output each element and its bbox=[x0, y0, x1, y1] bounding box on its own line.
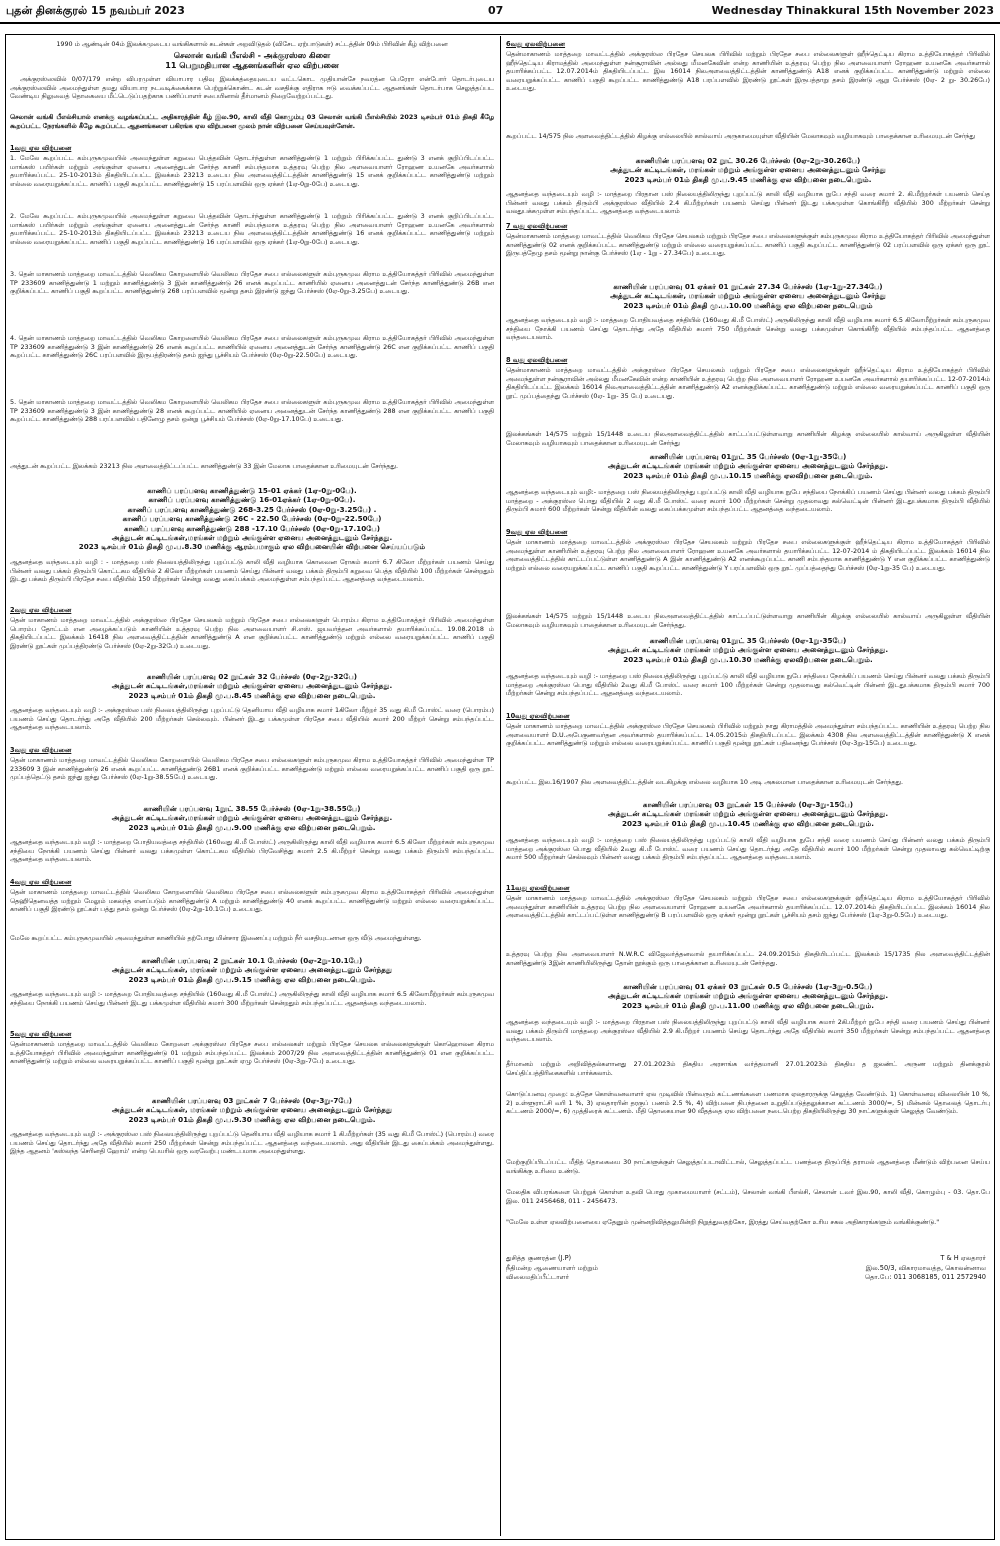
auction-6-description: தென்மாகாணம் மாத்தறை மாவட்டத்தில் அக்குரஸ்ஸ பிரதேச செயலக பிரிவில் மற்றும் பிரதேச சபை எல்லைகளுள் ஹீந்தெட்டிய கிராம உத்தியோகத்தர் பிரிவில் ஹீந்தெட்டிய கிராமத்தில் அமைந்துள்ள நன்சூராவின் அல்லது மீமனகேவின் என்ற காணியின் உத்தரவு பெற்ற நில அளவையாளர் ரோஹண உயனகே அவர்களால் தயாரிக்கப்பட்ட 12.07.2014ம் திகதியிடப்பட்ட இல 16014 நிலஅளவைத்திட்டத்தின் காணித்துண்டு A18 எனக் குறிக்கப்பட்ட காணித்துண்டு மற்றும் எல்லை வரையறுக்கப்பட்ட காணிப் பகுதி கூறப்பட்ட காணித்துண்டு A18 பரப்பளவில் இரண்டு றூட்கள் இருபத்தாறு தசம் இரண்டு ஆறு பேர்ச்சஸ் (0ஏ- 2 று- 30.26பே) உடையது. bbox=[506, 50, 990, 93]
signature-line: நீதிமன்ற ஆணையாளர் மற்றும் bbox=[506, 1263, 599, 1272]
extent-line: காணியின் பரப்பளவு 2 றூட்கள் 10.1 பேர்ச்சஸ் (0ஏ-2று-10.1பே) bbox=[141, 956, 363, 965]
extent-line: காணிப் பரப்பளவு காணித்துண்டு 15-01 ஏக்கர் (1ஏ-0று-0பே). bbox=[147, 486, 357, 495]
extent-line: அத்துடன் கட்டிடங்கள் மரங்கள் மற்றும் அங்குள்ள ஏனைய அனைத்துடனும் சேர்ந்தது. bbox=[607, 645, 889, 655]
extent-line: அத்துடன் கட்டிடங்கள் மரங்கள் மற்றும் அங்குள்ள ஏனைய அனைத்துடனும் சேர்ந்தது. bbox=[607, 461, 889, 471]
authority-paragraph: செலான் வங்கி பீஎல்சியால் எனக்கு வழங்கப்பட்ட அதிகாரத்தின் கீழ் இல.90, காலி வீதி கொழும்பு 03 செலான் வங்கி பீஎல்சியில் 2023 டிசம்பர் 01ம் திகதி கீழே கூறப்பட்ட நேரங்களில் கீழே கூறப்பட்ட ஆதனங்களை பகிரங்க ஏல விற்பனை மூலம் நான் விற்பனை செய்யவுள்ளேன். bbox=[10, 113, 494, 130]
auction-10-right-of-way: கூறப்பட்ட இல.16/1907 நில அளவைத்திட்டத்தின் வடகிழக்கு எல்லை வழியாக 10 அடி அகலமான பாதைக்கான உரிமையுடன் சேர்ந்தது. bbox=[506, 778, 904, 786]
auction-2-description: தென் மாகாணம் மாத்தறை மாவட்டத்தில் அக்குரஸ்ஸ பிரதேச செயலகம் மற்றும் பிரதேச சபை எல்லைகளுள் பொரம்ப கிராம உத்தியோகத்தர் பிரிவில் அமைந்துள்ள பொரம்ப தோட்டம் என அழைக்கப்படும் காணியின் உத்தரவு பெற்ற நில அளவையாளர் சி.எஸ். ஜயவர்த்தன அவர்களால் தயாரிக்கப்பட்ட 19.08.2018 ம் திகதியிடப்பட்ட இலக்கம் 16418 நில அளவைத்திட்டத்தின் காணித்துண்டு A என குறிக்கப்பட்ட காணித்துண்டு மற்றும் எல்லை வரையறுக்கப்பட்ட காணிப் பகுதி இரண்டு றூட்கள் முப்பத்திரண்டு பேர்ச்சஸ் (0ஏ-2று-32பே) உடையது. bbox=[10, 616, 494, 650]
access-route-9: ஆதனத்தை வந்தடையும் வழி :- மாத்தறை பஸ் நிலையத்திலிருந்து புறப்பட்டு காலி வீதி வழியாக நுபே சந்தியை நோக்கிப் பயணம் செய்து பின்னர் வலது பக்கம் திரும்பி மாத்தறை அக்குரஸ்ஸ பொது வீதியில் 2வது கி.மீ போஸ்ட் வரை சுமார் 100 மீற்றர்கள் சென்று முதலாவது கல்வெட்டின் பின்னர் இடதுபக்கமாக திரும்பி சுமார் 700 மீற்றர்கள் சென்று சம்பந்தப்பட்ட ஆதனத்தை வந்தடையலாம். bbox=[506, 672, 990, 698]
access-route-4: ஆதனத்தை வந்தடையும் வழி :- மாத்தறை போதியவத்தை சந்தியில் (160வது கி.மீ போஸ்ட்) அருகிலிருந்து காலி வீதி வழியாக சுமார் 6.5 கிலோமீற்றர்கள் கம்புருகமுவ சந்தியை நோக்கி பயணம் செய்து பின்னர் இடது பக்கமுள்ள வீதியில் சுமார் 300 மீற்றர்கள் சென்றதும் சம்பந்தப்பட்ட ஆதனத்தை வந்தடையலாம். bbox=[10, 990, 494, 1007]
extent-line: காணியின் பரப்பளவு 02 றூட் 30.26 பேர்ச்சஸ் (0ஏ-2று-30.26பே) bbox=[635, 156, 861, 165]
extent-line: அத்துடன் கட்டிடங்கள்,மரங்கள் மற்றும் அங்குள்ள ஏனைய அனைத்துடனும் சேர்ந்தது. bbox=[111, 533, 393, 543]
access-route-5: ஆதனத்தை வந்தடையும் வழி :- அக்குரஸ்ஸ பஸ் நிலையத்திலிருந்து புறப்பட்டு தெனியாய வீதி வழியாக சுமார் 1 கி.மீற்றர்கள் (35 வது கி.மீ போஸ்ட்) (பொரம்ப) வரை பயணம் செய்து தொடர்ந்து அதே வீதியில் சுமார் 250 மீற்றர்கள் சென்று சம்பந்தப்பட்ட ஆதனத்தை வந்தடையலாம். அது வீதியின் இடது கைப்பக்கம் அமைந்துள்ளது. இந்த ஆதனம் 'கஸ்லந்த செரினதி ஹோம்' என்ற பெயரில் ஒரு வரவேற்பு மண்டபமாக அமைந்துள்ளது. bbox=[10, 1130, 494, 1156]
extent-line: அத்துடன் கட்டிடங்கள்,மரங்கள் மற்றும் அங்குள்ள ஏனைய அனைத்துடனும் சேர்ந்தது. bbox=[111, 813, 393, 823]
extent-line: காணியின் பரப்பளவு 01 ஏக்கர் 03 றூட்கள் 0.5 பேர்ச்சஸ் (1ஏ-3று-0.5பே) bbox=[623, 982, 873, 991]
cancellation-clause: "மேலே உள்ள ஏலவிற்பனையை ஏதேனும் முன்னறிவித்தலுமின்றி நிறுத்துவதற்கோ, இரத்து செய்வதற்கோ உரிய சகல அதிகாரங்களும் வங்கிக்குண்டு." bbox=[506, 1218, 940, 1226]
auction-11-label: 11வது ஏலவிற்பனை bbox=[506, 884, 570, 892]
auction-time: 2023 டிசம்பர் 01ம் திகதி மு.ப.10.30 மணிக்கு ஏலவிற்பனை நடைபெறும். bbox=[623, 654, 873, 664]
auction-time: 2023 டிசம்பர் 01ம் திகதி மு.ப.9.00 மணிக்கு ஏல விற்பனை நடைபெறும். bbox=[128, 822, 376, 832]
left-column bbox=[10, 38, 494, 1533]
extent-line: காணிப் பரப்பளவு காணித்துண்டு 26C - 22.50 பேர்ச்சஸ் (0ஏ-0று-22.50பே) bbox=[122, 514, 382, 524]
auction-time: 2023 டிசம்பர் 01ம் திகதி மு.ப.10.45 மணிக்கு ஏல விற்பனை நடைபெறும். bbox=[621, 818, 875, 828]
auction-4-description: தென் மாகாணம் மாத்தறை மாவட்டத்தில் வெலிகம கோறளையில் வெலிகம பிரதேச சபை எல்லைகளுள் கம்புருகமுவ கிராம உத்தியோகத்தர் பிரிவில் அமைந்துள்ள தெஹிதெனவத்த மற்றும் மேலும் மகலந்த எனப்படும் காணித்துண்டு A மற்றும் காணித்துண்டு 40 எனக் கூறப்பட்ட காணித்துண்டு மற்றும் எல்லை வரையறுக்கப்பட்ட காணிப் பகுதி இரண்டு றூட்கள் பத்து தசம் ஒன்று பேர்ச்சஸ் (0ஏ-2று-10.1பே) உடையது. bbox=[10, 888, 494, 914]
auction-8-right-of-way: இலக்கங்கள் 14/575 மற்றும் 15/1448 உடைய நிலஅளவைத்திட்டத்தில் காட்டப்பட்டுள்ளவாறு காணியின் கிழக்கு எல்லையில் கால்வாய் அருகிலுள்ள வீதியின் மேலாகவும் வழியாகவும் பாதைக்கான உரிமையுடன் சேர்ந்து bbox=[506, 430, 990, 447]
auction-time: 2023 டிசம்பர் 01ம் திகதி மு.ப.11.00 மணிக்கு ஏல விற்பனை நடைபெறும். bbox=[621, 1000, 875, 1010]
signature-line: துசித்த குணரத்ன (J.P) bbox=[506, 1254, 572, 1262]
auction-5-label: 5வது ஏல விற்பனை bbox=[10, 1030, 72, 1038]
access-route-1: ஆதனத்தை வந்தடையும் வழி : - மாத்தறை பஸ் நிலையத்திலிருந்து புறப்பட்டு காலி வீதி வழியாக கொவைன ரோகம் சுமார் 6.7 கிலோ மீற்றர்கள் பயணம் செய்து பின்னர் வலது பக்கம் திரும்பி கொட்டகம வீதியில் 2 கிலோ மீற்றர்கள் பயணம் செய்து பின்னர் வலது பக்கம் திரும்பி கறுவை பெத்த வீதியில் 100 மீற்றர்கள் சென்றதும் இடது பக்கம் திரும்பி பிரதேச சபை வீதியில் 150 மீற்றர்கள் சென்று வலது கைப்பக்கம் அமைந்துள்ள சம்பந்தப்பட்ட ஆதனத்தை வந்தடையலாம். bbox=[10, 558, 494, 584]
masthead bbox=[0, 0, 1000, 24]
access-route-11: ஆதனத்தை வந்தடையும் வழி :- மாத்தறை பிரதான பஸ் நிலையத்திலிருந்து புறப்பட்டு காலி வீதி வழியாக சுமார் 2கி.மீற்றர் நுபே சந்தி வரை பயணம் செய்து பின்னர் வலது பக்கம் திரும்பி மாத்தறை அக்குரஸ்ஸ வீதியில் 2.9 கி.மீற்றர் பயணம் செய்து தொடர்ந்து அதே வீதியில் சுமார் 350 மீற்றர்கள் சென்று சம்பந்தப்பட்ட ஆதனத்தை வந்தடையலாம். bbox=[506, 1018, 990, 1044]
payment-terms: கொடுப்பனவு முறை: உத்தேச கொள்வனவாளர் ஏல முடிவில் பின்வரும் கட்டணங்களை பணமாக ஏலதாரருக்கு செலுத்த வேண்டும். 1) கொள்வனவு விலையின் 10 %, 2) உள்ளூராட்சி வரி 1 %, 3) ஏலதாரரின் தரகுப் பணம் 2.5 %, 4) விற்பனை நிபந்தனை உறுதிப்படுத்தலுக்கான கட்டணம் 3000/=, 5) மின்னல் தொலைத் தொடர்பு கட்டணம் 2000/=, 6) முத்திரைக் கட்டணம். மீதி தொகையான 90 வீதத்தை ஏல விற்பனை நடைபெற்ற திகதியிலிருந்து 30 நாட்களுக்குள் செலுத்த வேண்டும். bbox=[506, 1090, 990, 1116]
address-line: தொ.பே: 011 3068185, 011 2572940 bbox=[864, 1273, 986, 1282]
auction-5-description: தென்மாகாணம் மாத்தறை மாவட்டத்தில் வெலிகம கோறளை அக்குரஸ்ஸ பிரதேச சபை எல்லைகள் மற்றும் பிரதேச செயலக எல்லைகளுக்குள் கொஹொலன கிராம உத்தியோகத்தர் பிரிவில் அமைந்துள்ள காணித்துண்டு 01 மற்றும் சம்பந்தப்பட்ட இலக்கம் 2007/29 நில அளவைத்திட்டத்தின் காணித்துண்டு 01 என குறிக்கப்பட்ட காணித்துண்டு மற்றும் எல்லை வரையறுக்கப்பட்ட காணிப் பகுதி மூன்று றூட்கள் ஏழு பேர்ச்சஸ் (0ஏ-3று-7பே) உடையது. bbox=[10, 1040, 494, 1066]
extent-line: காணியின் பரப்பளவு 03 றூட்கள் 7 பேர்ச்சஸ் (0ஏ-3று-7பே) bbox=[151, 1096, 353, 1105]
page-number: 07 bbox=[488, 4, 504, 17]
extent-line: அத்துடன் கட்டிடங்கள், மரங்கள் மற்றும் அங்குள்ள ஏனைய அனைத்துடனும் சேர்ந்தது bbox=[111, 1105, 393, 1115]
extent-line: அத்துடன் கட்டிடங்கள், மரங்கள் மற்றும் அங்குள்ள ஏனைய அனைத்துடனும் சேர்ந்து bbox=[610, 291, 886, 301]
auction-4-label: 4வது ஏல விற்பனை bbox=[10, 878, 72, 886]
extent-line: அத்துடன் கட்டிடங்கள், மரங்கள் மற்றும் அங்குள்ள ஏனைய அனைத்துடனும் சேர்ந்து bbox=[610, 165, 886, 175]
intro-line: 1990 ம் ஆண்டின் 04ம் இலக்கமுடைய வங்கிகளால் கடன்கள் அறவிடுதல் (விசேட ஏற்பாடுகள்) சட்டத்தின் 09ம் பிரிவின் கீழ் விற்பனை bbox=[56, 40, 448, 48]
extent-line: காணிப் பரப்பளவு காணித்துண்டு 16-01ஏக்கர் (1ஏ-0று-0பே). bbox=[148, 495, 356, 505]
auction-9-description: தென் மாகாணம் மாத்தறை மாவட்டத்தில் அக்குரஸ்ஸ பிரதேச செயலகம் மற்றும் பிரதேச சபை எல்லைகளுக்குள் ஹீந்தெட்டிய கிராம உத்தியோகத்தர் பிரிவில் அமைந்துள்ள காணியின் உத்தரவு பெற்ற நில அளவையாளர் ரோஹண உயனகே அவர்களால் தயாரிக்கப்பட்ட 12-07-2014 ம் திகதியிடப்பட்ட இலக்கம் 16014 நில அளவைத்திட்டத்தில் காட்டப்பட்டுள்ள காணித்துண்டு A இன் காணித்துண்டு A2 எனக்கூறப்பட்ட காணி சம்பந்தமாக காணித்துண்டு Y என குறிக்கப்பட்ட காணித்துண்டு மற்றும் எல்லை வரையறுக்கப்பட்ட காணிப் பகுதி கூறப்பட்ட காணித்துண்டு Y பரப்பளவில் ஒரு றூட் முப்பத்தைந்து பேர்ச்சஸ் (0ஏ-1று-35 பே) உடையது. bbox=[506, 538, 990, 572]
resolution-paragraph: அக்குரஸ்ஸவில் 0/07/179 என்ற விபரமுள்ள வியாபார பதிவு இலக்கத்தையுடைய வட்டகொட முதியான்சே நவரத்ன பெரேரா என்போர் தொடர்புடைய அக்குரஸ்ஸவில் அமைந்துள்ள தமது வியாபார நடவடிக்கைக்காக பெற்றுக்கொண்ட கடன் வசதிக்கு எதிராக ஈடு வைக்கப்பட்ட ஆதனங்கள் தொடர்பாக செலுத்தப்பட வேண்டிய நிலுவைத் தொகையை மீட்டெடுப்பதற்காக பணிப்பாளர் சபையினால் தீர்மானம் நிறைவேற்றப்பட்டது. bbox=[10, 75, 494, 101]
auction-time: 2023 டிசம்பர் 01ம் திகதி மு.ப.9.45 மணிக்கு ஏல விற்பனை நடைபெறும். bbox=[624, 174, 872, 184]
auction-8-label: 8 வது ஏலவிற்பனை bbox=[506, 356, 568, 364]
extent-line: காணியின் பரப்பளவு 03 றூட்கள் 15 பேர்ச்சஸ் (0ஏ-3று-15பே) bbox=[642, 800, 854, 809]
balance-notice: மேற்குறிப்பிடப்பட்ட மீதித் தொகையை 30 நாட்களுக்குள் செலுத்தப்படாவிட்டால், செலுத்தப்பட்ட பணத்தை திருப்பித் தராமல் ஆதனத்தை மீண்டும் விற்பனை செய்ய வங்கிக்கு உரிமை உண்டு. bbox=[506, 1158, 990, 1175]
extent-line: அத்துடன் கட்டிடங்கள் மரங்கள் மற்றும் அங்குள்ள ஏனைய அனைத்துடனும் சேர்ந்தது. bbox=[607, 809, 889, 819]
auction-4-note: மேலே கூறப்பட்ட கம்புருகமுவயில் அமைந்துள்ள காணியில் தற்போது மின்சார இணைப்பு மற்றும் நீர் வசதியுடனான ஒரு வீடு அமைந்துள்ளது. bbox=[10, 934, 422, 942]
extent-line: காணிப் பரப்பளவு காணித்துண்டு 288 -17.10 பேர்ச்சஸ் (0ஏ-0று-17.10பே) bbox=[124, 523, 380, 533]
notice-heading: செலான் வங்கி பீஎல்சி - அக்குரஸ்ஸ கிளை bbox=[173, 51, 331, 60]
auction-9-right-of-way: இலக்கங்கள் 14/575 மற்றும் 15/1448 உடைய நிலஅளவைத்திட்டத்தில் காட்டப்பட்டுள்ளவாறு காணியின் கிழக்கு எல்லையில் கால்வாய் அருகிலுள்ள வீதியின் மேலாகவும் வழியாகவும் பாதைக்கான உரிமையுடன் சேர்ந்தது. bbox=[506, 612, 990, 629]
auction-1-item-3: 3. தென் மாகாணம் மாத்தறை மாவட்டத்தில் வெலிகம கோறளையில் வெலிகம பிரதேச சபை எல்லைகளுள் கம்புருகமுவ கிராம உத்தியோகத்தர் பிரிவில் அமைந்துள்ள TP 233609 காணித்துண்டு 1 மற்றும் காணித்துண்டு 3 இன் காணித்துண்டு 26 எனக் கூறப்பட்ட காணியில் ஏனைய அனைத்துடன் சேர்ந்த காணித்துண்டு 26B என குறிக்கப்பட்ட காணிப் பகுதி கூறப்பட்ட காணித்துண்டு 268 பரப்பளவில் மூன்று தசம் இரண்டு ஐந்து பேர்ச்சஸ் (0ஏ-0று-3.25பே) உடையது. bbox=[10, 270, 494, 296]
auction-11-right-of-way: உத்தரவு பெற்ற நில அளவையாளர் N.W.R.C விஜேவர்த்தனவால் தயாரிக்கப்பட்ட 24.09.2015ம் திகதியிடப்பட்ட இலக்கம் 15/1735 நில அளவைத்திட்டத்தின் காணித்துண்டு 3இன் காணியிலிருந்து தோன் நூக்கும் ஒரு பாதைக்கான உரிமையுடன் சேர்ந்தது. bbox=[506, 950, 990, 967]
auction-time: 2023 டிசம்பர் 01ம் திகதி மு.ப.10.00 மணிக்கு ஏல விற்பனை நடைபெறும் bbox=[623, 300, 873, 310]
extent-line: காணியின் பரப்பளவு 02 றூட்கள் 32 பேர்ச்சஸ் (0ஏ-2று-32பே) bbox=[146, 672, 358, 681]
auction-1-item-2: 2. மேலே கூறப்பட்ட கம்புருகமுவயில் அமைந்துள்ள கறுவை பெத்தவின் தொடர்ந்துள்ள காணித்துண்டு 1 மற்றும் பிரிக்கப்பட்ட துண்டு 3 எனக் குறிப்பிடப்பட்ட மாங்கஸ் பயிர்கள் மற்றும் அங்குள்ள ஏனைய அனைத்துடன் சேர்ந்த காணி சம்பந்தமாக உத்தரவு பெற்ற நில அளவையாளர் ரோஹண உயனகே அவர்களால் தயாரிக்கப்பட்ட 25-10-2013ம் திகதியிடப்பட்ட இலக்கம் 23213 உடைய நில அளவைத்திட்டத்தின் காணித்துண்டு 16 எனக் குறிக்கப்பட்ட காணித்துண்டு மற்றும் எல்லை வரையறுக்கப்பட்ட காணிப் பகுதி கூறப்பட்ட காணித்துண்டு 16 பரப்பளவில் ஒரு ஏக்கர் (1ஏ-0று-0பே) உடையது. bbox=[10, 212, 494, 246]
access-route-3: ஆதனத்தை வந்தடையும் வழி :- மாத்தறை போதியவத்தை சந்தியில் (160வது கி.மீ போஸ்ட்) அருகிலிருந்து காலி வீதி வழியாக சுமார் 6.5 கிலோ மீற்றர்கள் கம்புருகமுவ சந்தியை நோக்கி பயணம் செய்து பின்னர் வலது பக்கமுள்ள கொட்டகம வீதியில் பிரவேசித்து சுமார் 2.5 கி.மீற்றர் சென்று வலது பக்கம் திரும்பி சம்பந்தப்பட்ட ஆதனத்தை வந்தடையலாம். bbox=[10, 838, 494, 864]
auction-1-item-1: 1. மேலே கூறப்பட்ட கம்புருகமுவயில் அமைந்துள்ள கறுவை பெத்தவின் தொடர்ந்துள்ள காணித்துண்டு 1 மற்றும் பிரிக்கப்பட்ட துண்டு 3 எனக் குறிப்பிடப்பட்ட மாங்கஸ் பயிர்கள் மற்றும் அங்குள்ள ஏனைய அனைத்துடன் சேர்ந்த காணி சம்பந்தமாக உத்தரவு பெற்ற நில அளவையாளர் ரோஹண உயனகே அவர்களால் தயாரிக்கப்பட்ட 25-10-2013ம் திகதியிடப்பட்ட இலக்கம் 23213 உடைய நில அளவைத்திட்டத்தின் காணித்துண்டு 15 எனக் குறிக்கப்பட்ட காணித்துண்டு மற்றும் எல்லை வரையறுக்கப்பட்ட காணிப் பகுதி கூறப்பட்ட காணித்துண்டு 15 பரப்பளவில் ஒரு ஏக்கர் (1ஏ-0று-0பே) உடையது. bbox=[10, 154, 494, 188]
auction-1-item-4: 4. தென் மாகாணம் மாத்தறை மாவட்டத்தில் வெலிகம கோறளையில் வெலிகம பிரதேச சபை எல்லைகளுள் கம்புருகமுவ கிராம உத்தியோகத்தர் பிரிவில் அமைந்துள்ள TP 233609 காணித்துண்டு 3 இன் காணித்துண்டு 26 எனக் கூறப்பட்ட காணியில் ஏனைய அனைத்துடன் சேர்ந்த காணித்துண்டு 26C என குறிக்கப்பட்ட காணிப் பகுதி கூறப்பட்ட காணித்துண்டு 26C பரப்பளவில் இருபத்திரண்டு தசம் ஐந்து பூச்சியம் பேர்ச்சஸ் (0ஏ-0று-22.50பே) உடையது. bbox=[10, 334, 494, 360]
extent-line: காணியின் பரப்பளவு 01 ஏக்கர் 01 றூட்கள் 27.34 பேர்ச்சஸ் (1ஏ-1று-27.34பே) bbox=[613, 282, 883, 291]
signature-line: விலைமதிப்பீட்டாளர் bbox=[506, 1273, 570, 1282]
auction-1-right-of-way: அத்துடன் கூறப்பட்ட இலக்கம் 23213 நில அளவைத்திட்டப்பட்ட காணித்துண்டு 33 இன் மேலாக பாதைக்கான உரிமையுடன் சேர்ந்தது. bbox=[10, 462, 399, 470]
extent-line: அத்துடன் கட்டிடங்கள்,மரங்கள் மற்றும் அங்குள்ள ஏனைய அனைத்துடனும் சேர்ந்தது. bbox=[111, 681, 393, 691]
auctioneer-address bbox=[865, 1254, 986, 1283]
extent-line: காணிப் பரப்பளவு காணித்துண்டு 268-3.25 பேர்ச்சஸ் (0ஏ-0று-3.25பே) . bbox=[127, 504, 377, 514]
auction-7-description: தென்மாகாணம் மாத்தறை மாவட்டத்தில் வெலிகம பிரதேச செயலகம் மற்றும் பிரதேச சபை எல்லைகளுக்குள் கம்புருகமுவ கிராம உத்தியோகத்தர் பிரிவில் அமைந்துள்ள காணித்துண்டு 02 எனக் குறிக்கப்பட்ட காணித்துண்டு மற்றும் எல்லை வரையறுக்கப்பட்ட காணிப் பகுதி கூறப்பட்ட காணித்துண்டு 02 பரப்பளவில் ஒரு ஏக்கர் ஒரு றூட் இருபத்தேழு தசம் மூன்று நான்கு பேர்ச்சஸ் (1ஏ - 1று - 27.34பே) உடையது. bbox=[506, 232, 990, 258]
extent-line: காணியின் பரப்பளவு 1றூட் 38.55 பேர்ச்சஸ் (0ஏ-1று-38.55பே) bbox=[143, 804, 361, 813]
notice-subheading: 11 பெறுமதியான ஆதனங்களின் ஏல விற்பனை bbox=[165, 61, 339, 70]
auction-1-label: 1வது ஏல விற்பனை bbox=[10, 144, 72, 152]
extent-line: அத்துடன் கட்டிடங்கள், மரங்கள் மற்றும் அங்குள்ள ஏனைய அனைத்துடனும் சேர்ந்தது bbox=[111, 965, 393, 975]
publication-notice: தீர்மானம் மற்றும் அறிவித்தல்களானது 27.01.2023ம் திகதிய அரசாங்க வர்த்தமானி 27.01.2023ம் திகதிய த ஐலண்ட் அருண மற்றும் தினக்குரல் செய்திப்பத்திரிகைகளில் பார்க்கலாம். bbox=[506, 1060, 990, 1077]
auction-8-description: தென்மாகாணம் மாத்தறை மாவட்டத்தில் அக்குரஸ்ஸ பிரதேச செயலகம் மற்றும் பிரதேச சபை எல்லைகளுக்குள் ஹீந்தெட்டிய கிராம உத்தியோகத்தர் பிரிவில் அமைந்துள்ள நன்சூராவின் அல்லது மீமனகேவின் என்ற காணியின் உத்தரவு பெற்ற நில அளவையாளர் ரோஹண உயனகே அவர்களால் தயாரிக்கப்பட்ட 12-07-2014ம் திகதியிடப்பட்ட இலக்கம் 16014 நிலஅளவைத்திட்டத்தின் காணித்துண்டு A2 எனக்குறிக்கப்பட்ட காணித்துண்டு மற்றும் எல்லை வரையறுக்கப்பட்ட காணிப் பகுதி ஒரு றூட் முப்பத்தைந்து பேர்ச்சஸ் (0ஏ- 1று- 35 பே) உடையது. bbox=[506, 366, 990, 400]
extent-line: காணியின் பரப்பளவு 01றூட் 35 பேர்ச்சஸ் (0ஏ-1று-35பே) bbox=[649, 452, 847, 461]
auction-time: 2023 டிசம்பர் 01ம் திகதி மு.ப.10.15 மணிக்கு ஏலவிற்பனை நடைபெறும். bbox=[623, 470, 873, 480]
column-divider bbox=[500, 36, 501, 1536]
auction-3-label: 3வது ஏல விற்பனை bbox=[10, 746, 72, 754]
auction-time: 2023 டிசம்பர் 01ம் திகதி மு.ப.8.45 மணிக்கு ஏல விற்பனை நடைபெறும். bbox=[128, 690, 376, 700]
auction-7-label: 7 வது ஏலவிற்பனை bbox=[506, 222, 568, 230]
auction-10-description: தென் மாகாணம் மாத்தறை மாவட்டத்தில் அக்குரஸ்ஸ பிரதேச செயலகம் பிரிவில் மற்றும் நாது கிராமத்தில் அமைந்துள்ள சம்பந்தப்பட்ட காணியின் உத்தரவு பெற்ற நில அளவையாளர் D.U.அபேகுணவர்தன அவர்களால் தயாரிக்கப்பட்ட 14.05.2015ம் திகதியிடப்பட்ட இலக்கம் 4308 நில அளவைத்திட்டத்தின் காணித்துண்டு X எனக் குறிக்கப்பட்ட காணித்துண்டு மற்றும் எல்லை வரையறுக்கப்பட்ட காணிப் பகுதி மூன்று றூட்கள் பதினைந்து பேர்ச்சஸ் (0ஏ-3று-15பே) உடையது. bbox=[506, 722, 990, 748]
auction-1-item-5: 5. தென் மாகாணம் மாத்தறை மாவட்டத்தில் வெலிகம கோறளையில் வெலிகம பிரதேச சபை எல்லைகளுள் கம்புருகமுவ கிராம உத்தியோகத்தர் பிரிவில் அமைந்துள்ள TP 233609 காணித்துண்டு 3 இன் காணித்துண்டு 28 எனக் கூறப்பட்ட காணியில் ஏனைய அனைத்துடன் சேர்ந்த காணித்துண்டு 288 என குறிக்கப்பட்ட காணிப் பகுதி கூறப்பட்ட காணித்துண்டு 288 பரப்பளவில் பதினேழு தசம் ஒன்று பூச்சியம் பேர்ச்சஸ் (0ஏ-0று-17.10பே) உடையது. bbox=[10, 398, 494, 424]
auction-3-description: தென் மாகாணம் மாத்தறை மாவட்டத்தில் வெலிகம கோறளையில் வெலிகம பிரதேச சபை எல்லைகளுள் கம்புருகமுவ கிராம உத்தியோகத்தர் பிரிவில் அமைந்துள்ள TP 233609 3 இன் காணித்துண்டு 26 எனக் கூறப்பட்ட காணித்துண்டு 26B1 எனக் குறிக்கப்பட்ட காணித்துண்டு மற்றும் எல்லை வரையறுக்கப்பட்ட காணிப் பகுதி ஒரு றூட் முப்பத்தெட்டு தசம் ஐந்து ஐந்து பேர்ச்சஸ் (0ஏ-1று-38.55பே) உடையது. bbox=[10, 756, 494, 782]
auction-time: 2023 டிசம்பர் 01ம் திகதி மு.ப.9.15 மணிக்கு ஏல விற்பனை நடைபெறும். bbox=[128, 974, 376, 984]
auction-9-label: 9வது ஏல விற்பனை bbox=[506, 528, 568, 536]
auctioneer-signature bbox=[506, 1254, 598, 1283]
access-route-10: ஆதனத்தை வந்தடையும் வழி :- மாத்தறை பஸ் நிலையத்திலிருந்து புறப்பட்டு காலி வீதி வழியாக நுபே சந்தி வரை பயணம் செய்து பின்னர் வலது பக்கம் திரும்பி மாத்தறை அக்குரஸ்ஸ பொது வீதியில் 2வது கி.மீ போஸ்ட் வரை பயணம் செய்து தொடர்ந்து அதே வீதியில் சுமார் 100 மீற்றர்கள் சென்று முதலாவது கல்வெட்டிற்கு சுமார் 500 மீற்றர்கள் செல்லவும் பின்னர் வலது பக்கம் திரும்பி சம்பந்தப்பட்ட ஆதனத்தை வந்தடையலாம். bbox=[506, 836, 990, 862]
auction-2-label: 2வது ஏல விற்பனை bbox=[10, 606, 72, 614]
auction-time: 2023 டிசம்பர் 01ம் திகதி மு.ப.9.30 மணிக்கு ஏல விற்பனை நடைபெறும். bbox=[128, 1114, 376, 1124]
address-line: இல.50/3, விகாரமாவத்த, கொலன்னாவ bbox=[865, 1263, 986, 1272]
contact-details: மேலதிக விபரங்களை பெற்றுக் கொள்ள உதவி பொது முகாமையாளர் (சட்டம்), செலான் வங்கி பீஎல்சி, செலான் டவர் இல.90, காலி வீதி, கொழும்பு - 03. தொ.பே இல. 011 2456468, 011 - 2456473. bbox=[506, 1188, 990, 1205]
masthead-right-title: Wednesday Thinakkural 15th November 2023 bbox=[711, 4, 994, 17]
auction-10-label: 10வது ஏலவிற்பனை bbox=[506, 712, 570, 720]
auction-time: 2023 டிசம்பர் 01ம் திகதி மு.ப.8.30 மணிக்கு ஆரம்பமாகும் ஏல விற்பனையின் விற்பனை செய்யப்படும் bbox=[78, 542, 426, 552]
extent-line: அத்துடன் கட்டிடங்கள் மரங்கள் மற்றும் அங்குள்ள ஏனைய அனைத்துடனும் சேர்ந்தது. bbox=[607, 991, 889, 1001]
auction-6-right-of-way: கூறப்பட்ட 14/575 நில அளவைத்திட்டத்தில் கிழக்கு எல்லையில் கால்வாய் அருகாமையுள்ள வீதியின் மேலாகவும் வழியாகவும் பாதைக்கான உரிமையுடன் சேர்ந்து bbox=[506, 132, 975, 140]
auction-11-description: தென் மாகாணம் மாத்தறை மாவட்டத்தில் அக்குரஸ்ஸ பிரதேச செயலகம் மற்றும் பிரதேச சபை எல்லைகளுக்குள் ஹீந்தெட்டிய கிராம உத்தியோகத்தர் பிரிவில் அமைந்துள்ள காணியின் உத்தரவு பெற்ற நில அளவையாளர் ரோஹண உயனகே அவர்களால் தயாரிக்கப்பட்ட 12.07.2014ம் திகதியிடப்பட்ட இலக்கம் 16014 நில அளவைத்திட்டத்தில் காட்டப்பட்டுள்ள காணித்துண்டு B பரப்பளவில் ஒரு ஏக்கர் மூன்று றூட்கள் பூச்சியம் தசம் ஐந்து பேர்ச்சஸ் (1ஏ-3று-0.5பே) உடையது. bbox=[506, 894, 990, 920]
address-line: T & H ஏலதாரர் bbox=[940, 1254, 986, 1262]
right-column bbox=[506, 38, 990, 1533]
access-route-8: ஆதனத்தை வந்தடையும் வழி:- மாத்தறை பஸ் நிலையத்திலிருந்து புறப்பட்டு காலி வீதி வழியாக நுபே சந்தியை நோக்கிப் பயணம் செய்து பின்னர் வலது பக்கம் திரும்பி மாத்தறை - அக்குரஸ்ஸ பொது வீதியில் 2 வது கி.மீ போஸ்ட் வரை சுமார் 100 மீற்றர்கள் சென்று முதலாவது கல்வெட்டின் பின்னர் இடதுபக்கமாக திரும்பி வீதியில் திரும்பி சுமார் 600 மீற்றர்கள் சென்று வீதியின் வலது கைப்பக்கமுள்ள சம்பந்தப்பட்ட ஆதனத்தை வந்தடையலாம். bbox=[506, 488, 990, 514]
auction-6-label: 6வது ஏலவிற்பனை bbox=[506, 40, 566, 48]
masthead-left-title: புதன் தினக்குரல் 15 நவம்பர் 2023 bbox=[6, 4, 185, 17]
access-route-7: ஆதனத்தை வந்தடையும் வழி :- மாத்தறை போதியவத்தை சந்தியில் (160வது கி.மீ போஸ்ட்) அருகிலிருந்து காலி வீதி வழியாக சுமார் 6.5 கிலோமீற்றர்கள் கம்புருகமுவ சந்தியை நோக்கி பயணம் செய்து தொடர்ந்து அதே வீதியில் சுமார் 750 மீற்றர்கள் சென்று வலது பக்கமுள்ள கொங்கிரீற் வீதியில் சம்பந்தப்பட்ட ஆதனத்தை வந்தடையலாம். bbox=[506, 316, 990, 342]
access-route-6: ஆதனத்தை வந்தடையும் வழி :- மாத்தறை பிரதான பஸ் நிலையத்திலிருந்து புறப்பட்டு காலி வீதி வழியாக நுபே சந்தி வரை சுமார் 2. கி.மீற்றர்கள் பயணம் செய்த பின்னர் வலது பக்கம் திரும்பி அக்குரஸ்ஸ வீதியில் 2.4 கி.மீற்றர்கள் பயணம் செய்து பின்னர் இடது பக்கமுள்ள கொங்கிரீற் வீதியில் 300 மீற்றர்கள் சென்று வலதுபக்கமுள்ள சம்பந்தப்பட்ட ஆதனத்தை வந்தடையலாம் bbox=[506, 190, 990, 216]
extent-line: காணியின் பரப்பளவு 01றூட் 35 பேர்ச்சஸ் (0ஏ-1று-35பே) bbox=[649, 636, 847, 645]
access-route-2: ஆதனத்தை வந்தடையும் வழி :- அக்குரஸ்ஸ பஸ் நிலையத்திலிருந்து புறப்பட்டு தெனியாய வீதி வழியாக சுமார் 1கிலோ மீற்றர் 35 வது கி.மீ போஸ்ட் வரை (பொரம்ப) பயணம் செய்து தொடர்ந்து அதே வீதியில் 200 மீற்றர்கள் செல்லவும். பின்னர் இடது பக்கமுள்ள பிரதேச சபை வீதியில் சுமார் 200 மீற்றர் சென்று சம்பந்தப்பட்ட ஆதனத்தை வந்தடையலாம். bbox=[10, 706, 494, 732]
